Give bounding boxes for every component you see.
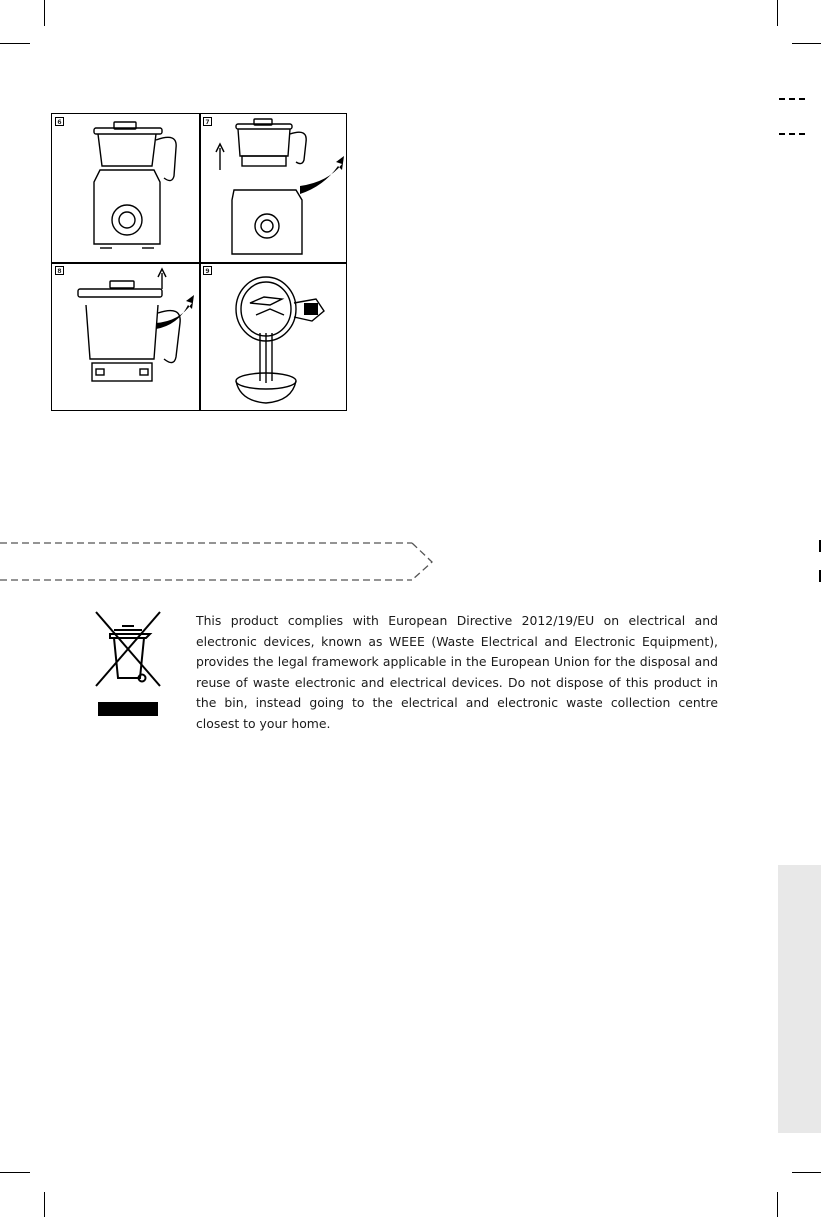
lift-jar-illustration bbox=[200, 114, 348, 263]
step-panel-8 bbox=[52, 263, 200, 412]
crop-mark bbox=[777, 0, 778, 26]
crop-mark bbox=[792, 1172, 821, 1173]
crop-mark bbox=[44, 0, 45, 26]
step-number: 8 bbox=[55, 266, 64, 275]
assembly-steps-figure bbox=[51, 113, 347, 411]
step-panel-7 bbox=[200, 114, 348, 263]
step-panel-9 bbox=[200, 263, 348, 412]
edge-dash-mark bbox=[779, 98, 807, 100]
section-divider-arrow bbox=[0, 538, 440, 586]
side-index-tab bbox=[778, 865, 821, 1133]
crossed-out-bin-icon bbox=[92, 608, 164, 723]
crop-mark bbox=[0, 43, 30, 44]
crop-mark bbox=[792, 43, 821, 44]
remove-lid-illustration bbox=[52, 263, 200, 412]
step-panel-6 bbox=[52, 114, 200, 263]
blade-assembly-illustration bbox=[200, 263, 348, 412]
weee-disposal-notice: This product complies with European Directive 2012/19/EU on electrical and electronic devices, known as WEEE (Waste Electrical and Electronic Equipment), provides the legal framework applicable in the European Union for the disposal and reuse of waste electronic and electrical devices. Do not dispose of this product in the bin, instead going to the electrical and electronic waste collection centre closest to your home. bbox=[196, 613, 718, 731]
crop-mark bbox=[777, 1192, 778, 1217]
step-number: 6 bbox=[55, 117, 64, 126]
crop-mark bbox=[0, 1172, 30, 1173]
crop-mark bbox=[44, 1192, 45, 1217]
step-number: 7 bbox=[203, 117, 212, 126]
edge-dash-mark bbox=[779, 133, 807, 135]
assembled-blender-illustration bbox=[52, 114, 200, 263]
step-number: 9 bbox=[203, 266, 212, 275]
